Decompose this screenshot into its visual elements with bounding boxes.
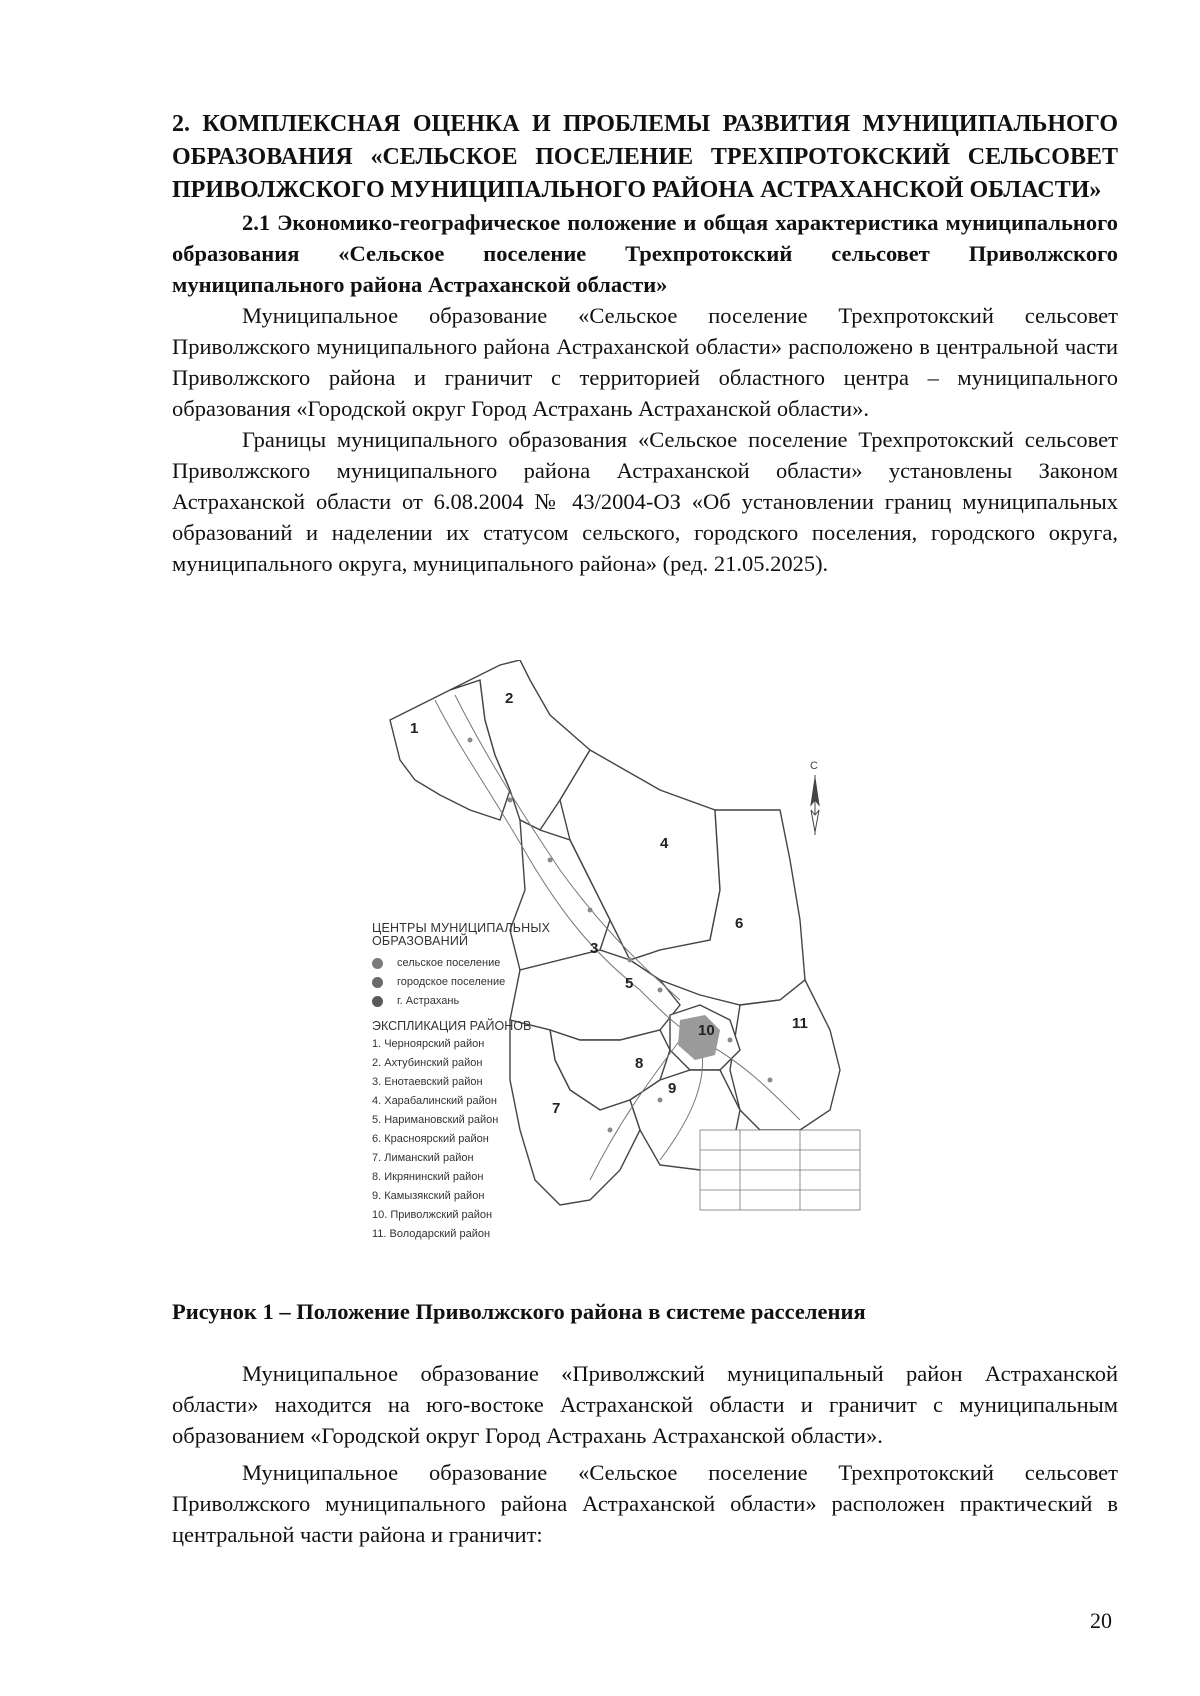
explication-item: 10. Приволжский район <box>372 1209 493 1221</box>
explication-item: 4. Харабалинский район <box>372 1095 497 1107</box>
text-block-top <box>172 108 1118 579</box>
page-number: 20 <box>1090 1608 1112 1633</box>
settlement-dot <box>728 1038 733 1043</box>
text-block-bottom <box>172 1358 1118 1550</box>
paragraph-2: Границы муниципального образования «Сельское поселение Трехпротокский сельсовет Приволжского муниципального района Астраханской области» установлены Законом Астраханской области от 6.08.2004 № 43/2004-ОЗ «Об установлении границ муниципальных образований и наделении их статусом сельского, городского поселения, городского округа, муниципального округа, муниципального района» (ред. 21.05.2025). <box>172 427 1118 576</box>
legend-dot-icon <box>372 958 383 969</box>
region-label-4: 4 <box>660 835 669 852</box>
legend-item-astrakhan <box>372 992 582 1011</box>
settlement-dot <box>658 1098 663 1103</box>
explication-item: 8. Икрянинский район <box>372 1171 484 1183</box>
settlement-dot <box>468 738 473 743</box>
legend-item-label: г. Астрахань <box>397 995 460 1007</box>
settlement-dot <box>588 908 593 913</box>
explication-title: ЭКСПЛИКАЦИЯ РАЙОНОВ <box>372 1019 532 1033</box>
north-arrow-icon <box>811 775 819 835</box>
explication-item: 9. Камызякский район <box>372 1190 485 1202</box>
settlement-dot <box>658 988 663 993</box>
paragraph-3: Муниципальное образование «Приволжский муниципальный район Астраханской области» находится на юго-востоке Астраханской области и граничит с муниципальным образованием «Городской округ Город Астрахань Астраханской области». <box>172 1361 1118 1448</box>
explication-item: 6. Красноярский район <box>372 1133 489 1145</box>
settlement-dot <box>768 1078 773 1083</box>
legend-dot-icon <box>372 996 383 1007</box>
legend-dot-icon <box>372 977 383 988</box>
north-label: С <box>810 760 818 772</box>
region-label-7: 7 <box>552 1100 561 1117</box>
region-label-8: 8 <box>635 1055 644 1072</box>
explication-item: 3. Енотаевский район <box>372 1076 483 1088</box>
paragraph-4: Муниципальное образование «Сельское поселение Трехпротокский сельсовет Приволжского муниципального района Астраханской области» расположен практический в центральной части района и граничит: <box>172 1460 1118 1547</box>
legend-title: ЦЕНТРЫ МУНИЦИПАЛЬНЫХ ОБРАЗОВАНИЙ <box>372 921 551 948</box>
subsection-heading: 2.1 Экономико-географическое положение и общая характеристика муниципального образования «Сельское поселение Трехпротокский сельсовет Приволжского муниципального района Астраханской области» <box>172 210 1118 297</box>
explication-item: 11. Володарский район <box>372 1228 491 1240</box>
settlement-dot <box>508 798 513 803</box>
legend-item-urban <box>372 973 582 992</box>
region-label-10: 10 <box>698 1022 715 1039</box>
paragraph-1: Муниципальное образование «Сельское поселение Трехпротокский сельсовет Приволжского муниципального района Астраханской области» расположено в центральной части Приволжского района и граничит с территорией областного центра – муниципального образования «Городской округ Город Астрахань Астраханской области». <box>172 303 1118 421</box>
settlement-dot <box>548 858 553 863</box>
map-legend <box>372 922 582 1244</box>
legend-items <box>372 954 582 1011</box>
explication-item: 5. Наримановский район <box>372 1114 499 1126</box>
region-label-11: 11 <box>792 1015 808 1032</box>
section-heading: 2. КОМПЛЕКСНАЯ ОЦЕНКА И ПРОБЛЕМЫ РАЗВИТИЯ МУНИЦИПАЛЬНОГО ОБРАЗОВАНИЯ «СЕЛЬСКОЕ ПОСЕЛЕНИЕ ТРЕХПРОТОКСКИЙ СЕЛЬСОВЕТ ПРИВОЛЖСКОГО МУНИЦИПАЛЬНОГО РАЙОНА АСТРАХАНСКОЙ ОБЛАСТИ» <box>172 111 1118 203</box>
region-label-1: 1 <box>410 720 419 737</box>
region-label-2: 2 <box>505 690 514 707</box>
region-label-9: 9 <box>668 1080 677 1097</box>
legend-item-label: сельское поселение <box>397 957 501 969</box>
explication-item: 2. Ахтубинский район <box>372 1057 483 1069</box>
legend-item-rural <box>372 954 582 973</box>
region-label-6: 6 <box>735 915 744 932</box>
figure-caption: Рисунок 1 – Положение Приволжского района в системе расселения <box>172 1299 866 1324</box>
settlement-dot <box>628 958 633 963</box>
region-label-3: 3 <box>590 940 599 957</box>
explication-item: 1. Черноярский район <box>372 1038 485 1050</box>
explication-item: 7. Лиманский район <box>372 1152 474 1164</box>
settlement-dot <box>608 1128 613 1133</box>
region-label-5: 5 <box>625 975 634 992</box>
legend-item-label: городское поселение <box>397 976 506 988</box>
